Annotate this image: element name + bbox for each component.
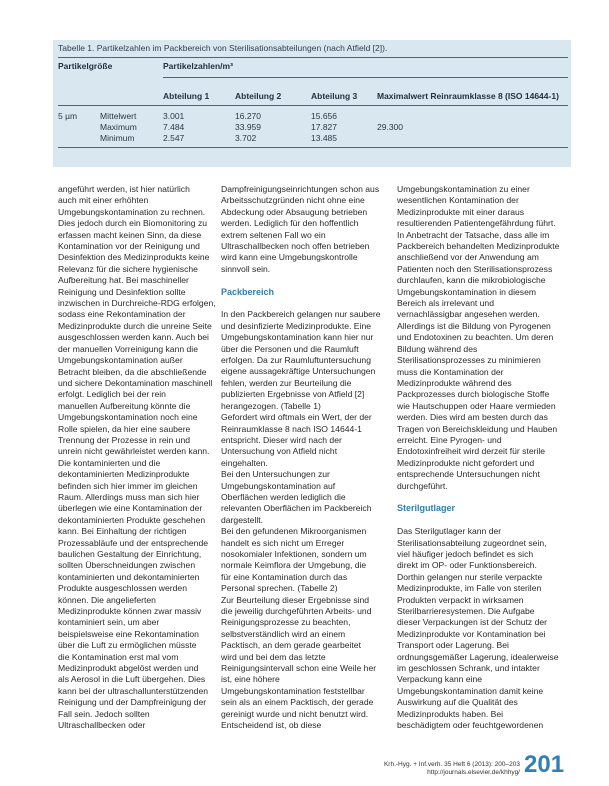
text-line: befinden sich hier immer im gleichen [58, 480, 198, 491]
text-line: kann bei der ultraschallunterstützenden [58, 685, 209, 696]
text-line: Relevanz für die sichere hygienische [58, 263, 198, 274]
text-line: Endotoxinfreiheit wird derzeit für sterile [397, 446, 546, 457]
table-rule-top [58, 57, 568, 58]
text-line: Transport oder Lagerung. Bei [397, 640, 509, 651]
text-line: sollten Überschneidungen zwischen [58, 560, 196, 571]
text-line: herangezogen. (Tabelle 1) [221, 400, 321, 411]
text-line: Patienten noch den Sterilisationsprozess [397, 263, 553, 274]
text-line: Medizinprodukte während des [397, 377, 512, 388]
text-line: Packprozesses durch biologische Stoffe [397, 389, 550, 400]
text-line: relevanten Oberflächen im Packbereich [221, 503, 372, 514]
text-line: werden. Dies wird am besten durch das [397, 412, 548, 423]
text-line: Untersuchung von Atfield nicht [221, 446, 338, 457]
text-line: Sterilisationsabteilung zugeordnet sein, [397, 537, 547, 548]
table-header-abteilung-2: Abteilung 2 [235, 91, 282, 101]
text-line: Ultraschallbecken oder [58, 720, 146, 731]
text-line: sein als an einem Packtisch, der gerade [221, 697, 374, 708]
text-line: die jeweilig durchgeführten Arbeits- und [221, 606, 372, 616]
text-line: Medizinprodukts haben. Bei [397, 708, 504, 719]
table-rule-bottom [58, 147, 568, 148]
text-line: Das Sterilgutlager kann der [397, 526, 502, 537]
text-line: Oberflächen werden lediglich die [221, 491, 346, 502]
table-cell-value: 3.702 [235, 133, 257, 143]
text-line: Produkte ausgeschlossen werden [58, 583, 187, 594]
table-cell-value: 15.656 [311, 111, 337, 121]
table-cell-stat: Minimum [100, 133, 135, 143]
text-line: Entscheidend ist, ob diese [221, 720, 322, 731]
table-cell-value: 17.827 [311, 122, 337, 132]
text-line: Packtisch, an dem gerade gearbeitet [221, 640, 361, 651]
text-line: erreicht. Eine Pyrogen- und [397, 434, 502, 445]
text-line: Medizinprodukt abgelöst werden und [58, 663, 199, 674]
footer-citation: Krh.-Hyg. + Inf.verh. 35 Heft 6 (2013): 200–203 [383, 761, 520, 768]
text-line: Allerdings ist die Bildung von Pyrogenen [397, 320, 551, 331]
text-line: können. Die angelieferten [58, 594, 156, 605]
text-line: dekontaminierten Produkte geschehen [58, 514, 206, 525]
text-line: dekontaminierten Medizinprodukte [58, 469, 190, 480]
text-line: angeführt werden, ist hier natürlich [58, 184, 190, 194]
text-line: sinnvoll sein. [221, 263, 271, 274]
text-line: Trennung der Prozesse in rein und [58, 434, 191, 445]
text-line: für eine Kontamination durch das [221, 571, 348, 582]
text-line: Arbeitsschutzgründen nicht ohne eine [221, 195, 365, 206]
text-line: Dampfreinigungseinrichtungen schon aus [221, 184, 380, 194]
text-line: ordnungsgemäßer Lagerung, idealerweise [397, 651, 559, 662]
text-line: dieser Verpackungen ist der Schutz der [397, 617, 548, 628]
text-line: wird kann eine Umgebungskontrolle [221, 252, 358, 263]
column-1-body [58, 184, 214, 732]
text-line: viel häufiger jedoch befindet es sich [397, 548, 534, 559]
text-line: wird und bei dem das letzte [221, 651, 326, 662]
text-line: normale Keimflora der Umgebung, die [221, 560, 367, 571]
text-line: der manuellen Vorreinigung kann die [58, 343, 198, 354]
table-header-max: Maximalwert Reinraumklasse 8 (ISO 14644-1) [377, 91, 559, 101]
text-line: überlegen wie eine Kontamination der [58, 503, 203, 514]
text-line: und desinfizierte Medizinprodukte. Eine [221, 320, 372, 331]
text-line: erfolgt. Lediglich bei der rein [58, 389, 166, 400]
text-line: Abdeckung oder Absaugung betrieben [221, 206, 368, 217]
table-rule-mid [58, 105, 568, 106]
text-line: Bei den gefundenen Mikroorganismen [221, 526, 367, 537]
text-line: Betracht bleiben, da die abschließende [58, 366, 207, 377]
text-line: Reinigungsprozesse zu beachten, [221, 617, 351, 628]
text-line: Umgebungskontamination zu einer [397, 184, 530, 194]
text-line: Umgebungskontamination damit keine [397, 685, 544, 696]
table-caption: Tabelle 1. Partikelzahlen im Packbereich von Sterilisationsabteilungen (nach Atfield [2]). [58, 43, 388, 53]
text-line: selbstverständlich wird an einem [221, 628, 346, 639]
text-line: sodass eine Rekontamination der [58, 309, 186, 320]
text-line: erfassen macht keinen Sinn, da diese [58, 229, 202, 240]
text-line: Bildung während des [397, 343, 478, 354]
text-line: ist, eine höhere [221, 674, 280, 685]
text-line: Medizinprodukte durch die unreine Seite [58, 320, 212, 331]
text-column-1 [58, 184, 214, 732]
text-line: Umgebungskontamination in diesem [397, 286, 537, 297]
text-line: fehlen, werden zur Beurteilung die [221, 377, 352, 388]
text-line: eingehalten. [221, 457, 268, 468]
text-line: Ultraschallbecken noch offen betrieben [221, 241, 370, 252]
text-line: extrem seltenen Fall wo ein [221, 229, 326, 240]
text-line: Medizinprodukte mit einer daraus [397, 206, 525, 217]
table-cell-stat: Mittelwert [100, 111, 137, 121]
text-line: erfolgen. Da zur Raumluftuntersuchung [221, 355, 371, 366]
text-line: manuellen Aufbereitung könnte die [58, 400, 191, 411]
table-header-size: Partikelgröße [58, 61, 113, 71]
text-line: Bei den Untersuchungen zur [221, 469, 330, 480]
text-line: über die Personen und die Raumluft [221, 343, 359, 354]
text-line: Kontamination vor der Reinigung und [58, 241, 200, 252]
text-line: durchgeführt. [397, 480, 448, 491]
text-line: Verpackung kann eine [397, 674, 483, 685]
text-line: Gefordert wird oftmals ein Wert, der der [221, 412, 372, 423]
column-2-body-b [221, 309, 383, 731]
text-line: Reinigung und Desinfektion sollte [58, 286, 186, 297]
text-line: Medizinprodukte nicht gefordert und [397, 457, 535, 468]
text-line: kontaminierten und dekontaminierten [58, 571, 200, 582]
text-line: unrein nicht gewährleistet werden kann. [58, 446, 210, 457]
table-header-abteilung-1: Abteilung 1 [163, 91, 210, 101]
text-line: muss die Kontamination der [397, 366, 504, 377]
text-line: wesentlichen Kontamination der [397, 195, 519, 206]
text-line: werden. Lediglich für den hoffentlich [221, 218, 359, 229]
table-cell-size: 5 µm [58, 111, 78, 121]
table-rule-sub [163, 77, 568, 78]
text-line: entspricht. Dieser wird nach der [221, 434, 342, 445]
text-line: Umgebungskontamination feststellbar [221, 685, 365, 696]
text-line: wie Hautschuppen oder Haare vermieden [397, 400, 556, 411]
text-line: Tragen von Bereichskleidung und Hauben [397, 423, 558, 434]
text-line: Bereich als irrelevant und [397, 298, 494, 309]
text-line: als Aerosol in die Luft übergehen. Dies [58, 674, 206, 685]
footer-citation-block [370, 761, 520, 777]
text-line: Rolle spielen, da hier eine saubere [58, 423, 191, 434]
text-line: beschädigtem oder feuchtgewordenen [397, 720, 544, 731]
section-heading-sterilgutlager: Sterilgutlager [397, 503, 456, 514]
text-line: Desinfektion des Medizinprodukts keine [58, 252, 210, 263]
text-line: ausgeschlossen werden kann. Auch bei [58, 332, 209, 343]
text-line: gereinigt wurde und nicht benutzt wird. [221, 708, 369, 719]
text-line: publizierten Ergebnisse von Atfield [2] [221, 389, 365, 400]
text-line: Sterilisationsprozesses zu minimieren [397, 355, 541, 366]
text-line: dargestellt. [221, 514, 264, 525]
text-line: Medizinprodukte, im Falle von sterilen [397, 583, 542, 594]
section-heading-packbereich: Packbereich [221, 286, 275, 297]
text-line: entsprechende Untersuchungen nicht [397, 469, 540, 480]
text-line: Auswirkung auf die Qualität des [397, 697, 518, 708]
text-line: anschließend vor der Anwendung am [397, 252, 539, 263]
text-line: In Anbetracht der Tatsache, dass alle im [397, 229, 550, 240]
text-line: handelt es sich nicht um Erreger [221, 537, 345, 548]
text-line: Dies jedoch durch ein Biomonitoring zu [58, 218, 208, 229]
text-line: baulichen Gestaltung der Einrichtung, [58, 549, 202, 559]
text-line: Umgebungskontamination auf [221, 480, 336, 491]
column-2-body-a [221, 184, 383, 275]
text-line: Reinigungsintervall schon eine Weile her [221, 663, 377, 674]
text-line: Prozessabläufe und der entsprechende [58, 537, 209, 548]
text-line: direkt im OP- oder Funktionsbereich. [397, 560, 537, 571]
text-line: resultierenden Patientengefährdung führt. [397, 218, 556, 229]
text-column-3 [397, 184, 567, 731]
text-line: Fall sein. Jedoch sollten [58, 708, 150, 719]
text-line: Umgebungskontamination zu rechnen. [58, 206, 206, 217]
text-line: im geschlossen Schrank, und intakter [397, 663, 540, 674]
text-line: auch mit einer erhöhten [58, 195, 149, 206]
table-cell-value: 16.270 [235, 111, 261, 121]
text-line: Reinraumklasse 8 nach ISO 14644-1 [221, 423, 362, 434]
text-line: Produkten verpackt in wirksamen [397, 594, 524, 605]
text-line: und Endotoxinen zu beachten. Um deren [397, 332, 554, 343]
text-line: Medizinprodukte vor Kontamination bei [397, 628, 546, 639]
text-line: Dorthin gelangen nur sterile verpackte [397, 571, 543, 582]
text-line: die Kontamination erst mal vom [58, 651, 179, 662]
text-line: Sterilbarrieresystemen. Die Aufgabe [397, 606, 535, 616]
table-header-abteilung-3: Abteilung 3 [311, 91, 358, 101]
text-line: Die kontaminierten und die [58, 457, 161, 468]
text-line: und sichere Dekontamination maschinell [58, 377, 213, 388]
text-line: vernachlässigbar angesehen werden. [397, 309, 540, 320]
text-line: Umgebungskontamination kann hier nur [221, 332, 374, 343]
page-number: 201 [524, 751, 565, 778]
text-line: Umgebungskontamination noch eine [58, 412, 198, 423]
table-cell-value: 13.485 [311, 133, 337, 143]
text-line: kann. Bei Einhaltung der richtigen [58, 526, 187, 537]
text-line: über die Luft zu ermöglichen müsste [58, 640, 197, 651]
column-3-body-a [397, 184, 567, 492]
text-line: durchlaufen, kann die mikrobiologische [397, 275, 546, 286]
text-line: kontaminiert sein, um aber [58, 617, 160, 628]
text-line: Personal sprechen. (Tabelle 2) [221, 583, 338, 594]
text-line: Packbereich behandelten Medizinprodukte [397, 241, 560, 252]
text-column-2 [221, 184, 383, 731]
table-cell-value: 3.001 [163, 111, 185, 121]
text-line: Aufbereitung hat. Bei maschineller [58, 275, 189, 286]
table-cell-max: 29.300 [377, 122, 403, 132]
column-3-body-b [397, 526, 567, 731]
footer-url[interactable]: http://journals.elsevier.de/khhyg/ [427, 769, 520, 776]
text-line: Raum. Allerdings muss man sich hier [58, 491, 200, 502]
text-line: Reinigung und der Dampfreinigung der [58, 697, 207, 708]
text-line: Umgebungskontamination außer [58, 355, 183, 366]
text-line: Zur Beurteilung dieser Ergebnisse sind [221, 594, 370, 605]
text-line: eigene aussagekräftige Untersuchungen [221, 366, 376, 377]
text-line: In den Packbereich gelangen nur saubere [221, 309, 381, 320]
table-cell-value: 2.547 [163, 133, 185, 143]
table-header-counts: Partikelzahlen/m³ [163, 61, 233, 71]
table-cell-value: 7.484 [163, 122, 185, 132]
text-line: Medizinprodukte können zwar massiv [58, 606, 202, 617]
text-line: beispielsweise eine Rekontamination [58, 628, 199, 639]
table-cell-value: 33.959 [235, 122, 261, 132]
text-line: nosokomialer Infektionen, sondern um [221, 548, 367, 559]
table-cell-stat: Maximum [100, 122, 137, 132]
text-line: inzwischen in Durchreiche-RDG erfolgen, [58, 298, 216, 309]
